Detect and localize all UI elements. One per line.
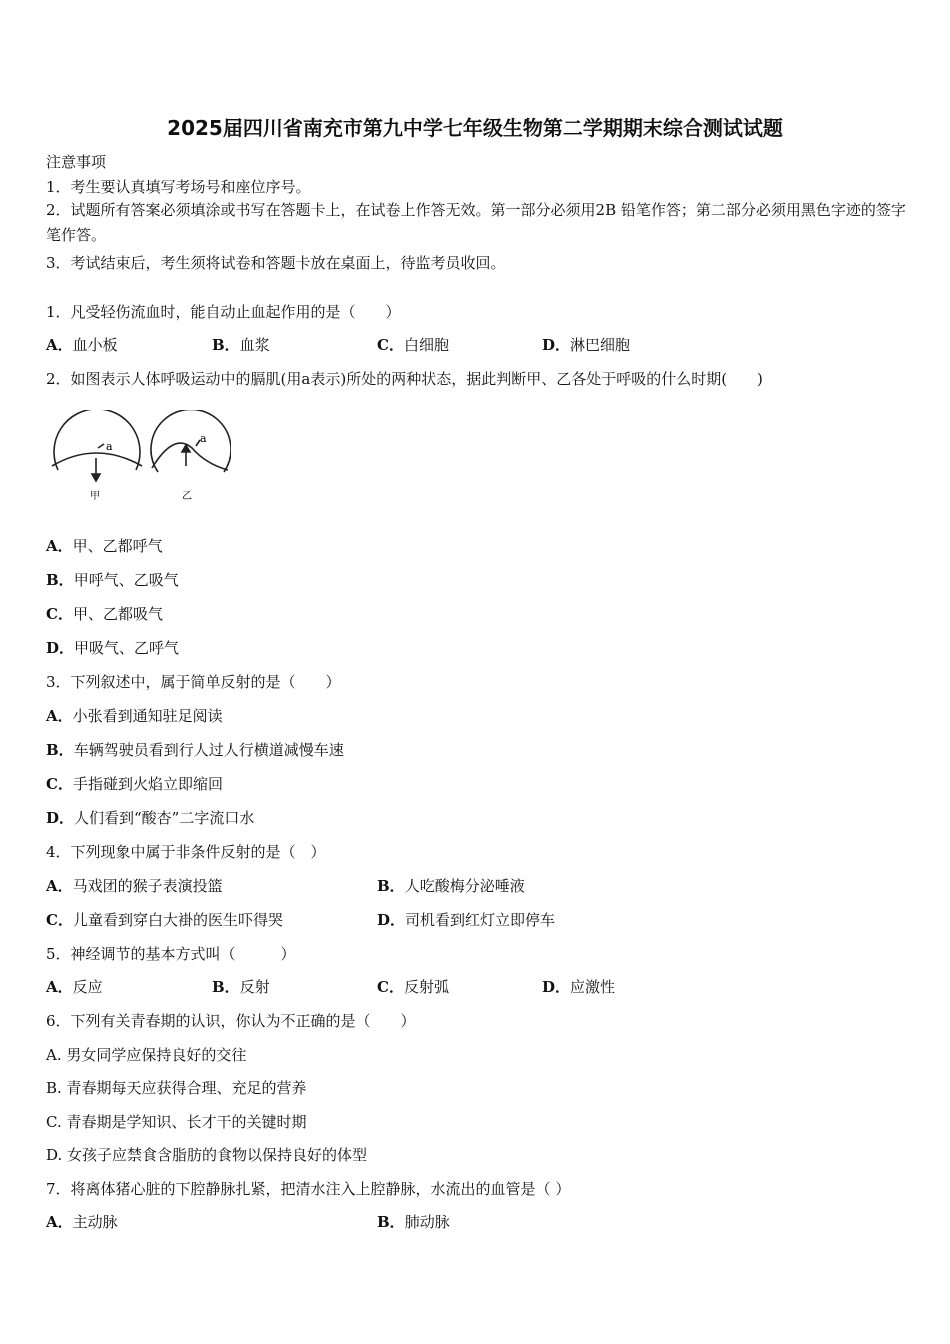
notice-item: 2．试题所有答案必须填涂或书写在答题卡上，在试卷上作答无效。第一部分必须用2B 铅笔作答；第二部分必须用黑色字迹的签字笔作答。 — [46, 201, 906, 244]
question-stem: 4．下列现象中属于非条件反射的是（ ） — [46, 843, 326, 861]
option: A．马戏团的猴子表演投篮 — [46, 877, 223, 895]
label-a: a — [106, 440, 113, 453]
question-stem: 1．凡受轻伤流血时，能自动止血起作用的是（ ） — [46, 303, 401, 321]
option: D．淋巴细胞 — [542, 336, 631, 354]
option: C．儿童看到穿白大褂的医生吓得哭 — [46, 911, 283, 929]
option: D．人们看到“酸杏”二字流口水 — [46, 809, 255, 827]
question-stem: 2．如图表示人体呼吸运动中的膈肌(用a表示)所处的两种状态，据此判断甲、乙各处于呼吸的什么时期( ) — [46, 370, 763, 388]
option: C．反射弧 — [377, 978, 449, 996]
option: A．主动脉 — [46, 1213, 118, 1231]
option: B．人吃酸梅分泌唾液 — [377, 877, 525, 895]
diaphragm-curve-left — [52, 453, 142, 466]
option: A．小张看到通知驻足阅读 — [46, 707, 223, 725]
notice-item: 1．考生要认真填写考场号和座位序号。 — [46, 178, 311, 196]
option: D．甲吸气、乙呼气 — [46, 639, 180, 657]
option: C．白细胞 — [377, 336, 449, 354]
option: A．血小板 — [46, 336, 118, 354]
notice-item: 3．考试结束后，考生须将试卷和答题卡放在桌面上，待监考员收回。 — [46, 254, 506, 272]
question-stem: 5．神经调节的基本方式叫（ ） — [46, 945, 296, 963]
thorax-outline-right — [151, 410, 231, 472]
option: D. 女孩子应禁食含脂肪的食物以保持良好的体型 — [46, 1146, 368, 1164]
option: C. 青春期是学知识、长才干的关键时期 — [46, 1113, 307, 1131]
option: B. 青春期每天应获得合理、充足的营养 — [46, 1079, 307, 1097]
diaphragm-figure — [46, 410, 231, 502]
question-stem: 6．下列有关青春期的认识，你认为不正确的是（ ） — [46, 1012, 416, 1030]
option: D．应激性 — [542, 978, 616, 996]
option: C．手指碰到火焰立即缩回 — [46, 775, 223, 793]
option: B．血浆 — [212, 336, 270, 354]
notice-heading: 注意事项 — [46, 153, 107, 171]
option: A．反应 — [46, 978, 103, 996]
option: B．车辆驾驶员看到行人过人行横道减慢车速 — [46, 741, 344, 759]
caption-jia: 甲 — [90, 491, 100, 502]
option: B．肺动脉 — [377, 1213, 450, 1231]
option: A. 男女同学应保持良好的交往 — [46, 1046, 247, 1064]
question-stem: 7．将离体猪心脏的下腔静脉扎紧，把清水注入上腔静脉，水流出的血管是（ ） — [46, 1180, 571, 1198]
thorax-outline-left — [54, 410, 140, 470]
page-title: 2025届四川省南充市第九中学七年级生物第二学期期末综合测试试题 — [167, 116, 783, 140]
arrowhead-down — [92, 474, 100, 481]
option: C．甲、乙都吸气 — [46, 605, 163, 623]
diaphragm-curve-right — [152, 443, 228, 470]
label-a: a — [200, 432, 207, 445]
question-stem: 3．下列叙述中，属于简单反射的是（ ） — [46, 673, 341, 691]
option: D．司机看到红灯立即停车 — [377, 911, 556, 929]
pointer-line-left — [98, 444, 104, 448]
caption-yi: 乙 — [182, 491, 192, 502]
option: B．反射 — [212, 978, 270, 996]
option: A．甲、乙都呼气 — [46, 537, 163, 555]
option: B．甲呼气、乙吸气 — [46, 571, 179, 589]
